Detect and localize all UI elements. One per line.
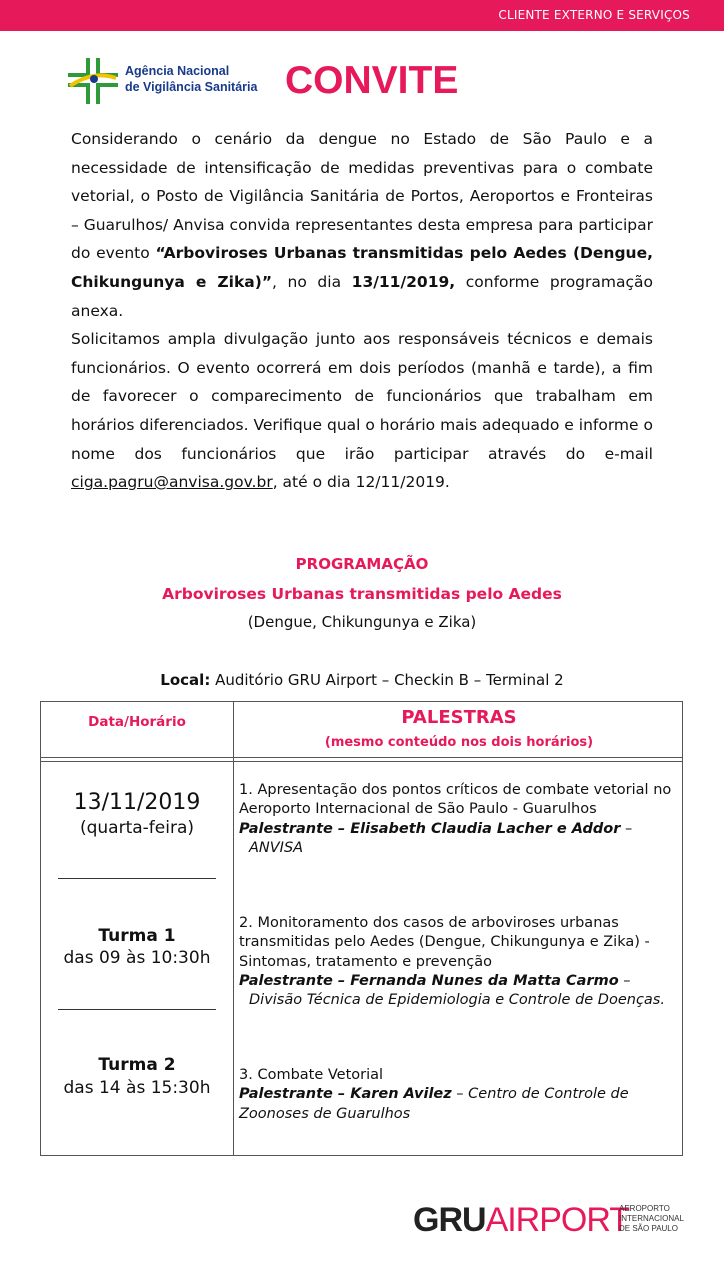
p1-text-c: conforme programação anexa.: [71, 272, 653, 320]
schedule-table: [40, 701, 683, 1156]
talk-1-org: ANVISA: [249, 839, 304, 856]
talk-3-speaker: Palestrante – Karen Avilez: [239, 1086, 452, 1103]
gru-wordmark: [413, 1200, 629, 1240]
event-day: 13/11/2019: [73, 790, 201, 815]
paragraph-2: [71, 325, 653, 497]
event-weekday: (quarta-feira): [79, 818, 195, 838]
gru-tagline-1: AEROPORTO: [619, 1204, 670, 1213]
p1-text-b: , no dia: [272, 272, 352, 291]
anvisa-logo: [66, 56, 266, 106]
gru-wordmark-thin: AIRPORT: [485, 1201, 630, 1239]
talk-1-speaker: Palestrante – Elisabeth Claudia Lacher e Addor: [239, 820, 621, 837]
gru-tagline-2: INTERNACIONAL: [619, 1214, 684, 1223]
turma-2-label: Turma 2: [98, 1055, 176, 1075]
gru-tagline: [619, 1204, 684, 1234]
p2-text: Solicitamos ampla divulgação junto aos responsáveis técnicos e demais funcionários. O evento ocorrerá em dois períodos (manhã e tarde), a fim de favorecer o comparecimento de funcionários que trabalham em horários diferenciados. Verifique qual o horário mais adequado e informe o nome dos funcionários que irão participar através do e-mail: [71, 330, 653, 463]
agency-name: [125, 63, 257, 95]
paragraph-1: [71, 125, 653, 325]
table-column-divider: [233, 702, 234, 1155]
gru-airport-logo: [413, 1200, 693, 1240]
header-date-time: Data/Horário: [88, 714, 186, 730]
p2-text-end: , até o dia 12/11/2019.: [272, 473, 450, 492]
p1-text-a: Considerando o cenário da dengue no Estado de São Paulo e a necessidade de intensificação de medidas preventivas para o combate vetorial, o Posto de Vigilância Sanitária de Portos, Aeroportos e Fronteiras – Guarulhos/ Anvisa convida representantes desta empresa para participar do evento: [71, 130, 653, 263]
agency-name-line1: Agência Nacional: [125, 64, 230, 78]
talk-3: 3. Combate Vetorial Palestrante – Karen Avilez – Centro de Controle de Zoonoses de Guarulhos: [239, 1066, 679, 1124]
anvisa-cross-icon: [66, 56, 120, 106]
event-name: “Arboviroses Urbanas transmitidas pelo Aedes (Dengue, Chikungunya e Zika)”: [71, 244, 653, 291]
turma-1-time: das 09 às 10:30h: [63, 948, 211, 968]
event-date: 13/11/2019,: [351, 272, 456, 291]
talk-2: 2. Monitoramento dos casos de arboviroses urbanas transmitidas pelo Aedes (Dengue, Chikungunya e Zika) - Sintomas, tratamento e prevenção Palestrante – Fernanda Nunes da Matta Carmo – Divisão Técnica de Epidemiologia e Controle de Doenças.: [239, 914, 679, 1010]
gru-wordmark-bold: GRU: [413, 1201, 486, 1239]
turma-1-label: Turma 1: [98, 926, 176, 946]
top-banner: [0, 0, 724, 31]
header-talks-note: (mesmo conteúdo nos dois horários): [324, 735, 594, 750]
talk-2-org: Divisão Técnica de Epidemiologia e Controle de Doenças.: [249, 992, 665, 1009]
location-value: Auditório GRU Airport – Checkin B – Terminal 2: [210, 671, 564, 689]
talk-1: 1. Apresentação dos pontos críticos de combate vetorial no Aeroporto Internacional de São Paulo - Guarulhos Palestrante – Elisabeth Claudia Lacher e Addor – ANVISA: [239, 781, 679, 858]
agency-name-line2: de Vigilância Sanitária: [125, 80, 258, 94]
talk-3-title: 3. Combate Vetorial: [239, 1067, 384, 1083]
page-title: CONVITE: [285, 59, 459, 102]
banner-tag: CLIENTE EXTERNO E SERVIÇOS: [498, 8, 690, 22]
program-diseases: (Dengue, Chikungunya e Zika): [247, 613, 477, 631]
separator-line: [58, 878, 216, 879]
email-link[interactable]: ciga.pagru@anvisa.gov.br: [71, 473, 273, 492]
talk-2-speaker: Palestrante – Fernanda Nunes da Matta Carmo: [239, 972, 619, 989]
talk-2-title: 2. Monitoramento dos casos de arboviroses urbanas transmitidas pelo Aedes (Dengue, Chikungunya e Zika) - Sintomas, tratamento e prevenção: [239, 915, 650, 970]
invitation-body: [71, 125, 653, 497]
header-talks: PALESTRAS: [401, 707, 517, 728]
talk-3-org: Centro de Controle de Zoonoses de Guarulhos: [239, 1086, 629, 1122]
gru-tagline-3: DE SÃO PAULO: [619, 1224, 678, 1233]
program-title: PROGRAMAÇÃO: [295, 555, 429, 573]
location-label: Local:: [160, 671, 211, 689]
talk-1-title: 1. Apresentação dos pontos críticos de combate vetorial no Aeroporto Internacional de São Paulo - Guarulhos: [239, 782, 672, 818]
program-subtitle: Arboviroses Urbanas transmitidas pelo Aedes: [162, 585, 562, 603]
table-header-divider: [41, 757, 682, 758]
separator-line: [58, 1009, 216, 1010]
table-header-divider-2: [41, 761, 682, 762]
program-location: [0, 671, 724, 689]
turma-2-time: das 14 às 15:30h: [63, 1078, 211, 1098]
